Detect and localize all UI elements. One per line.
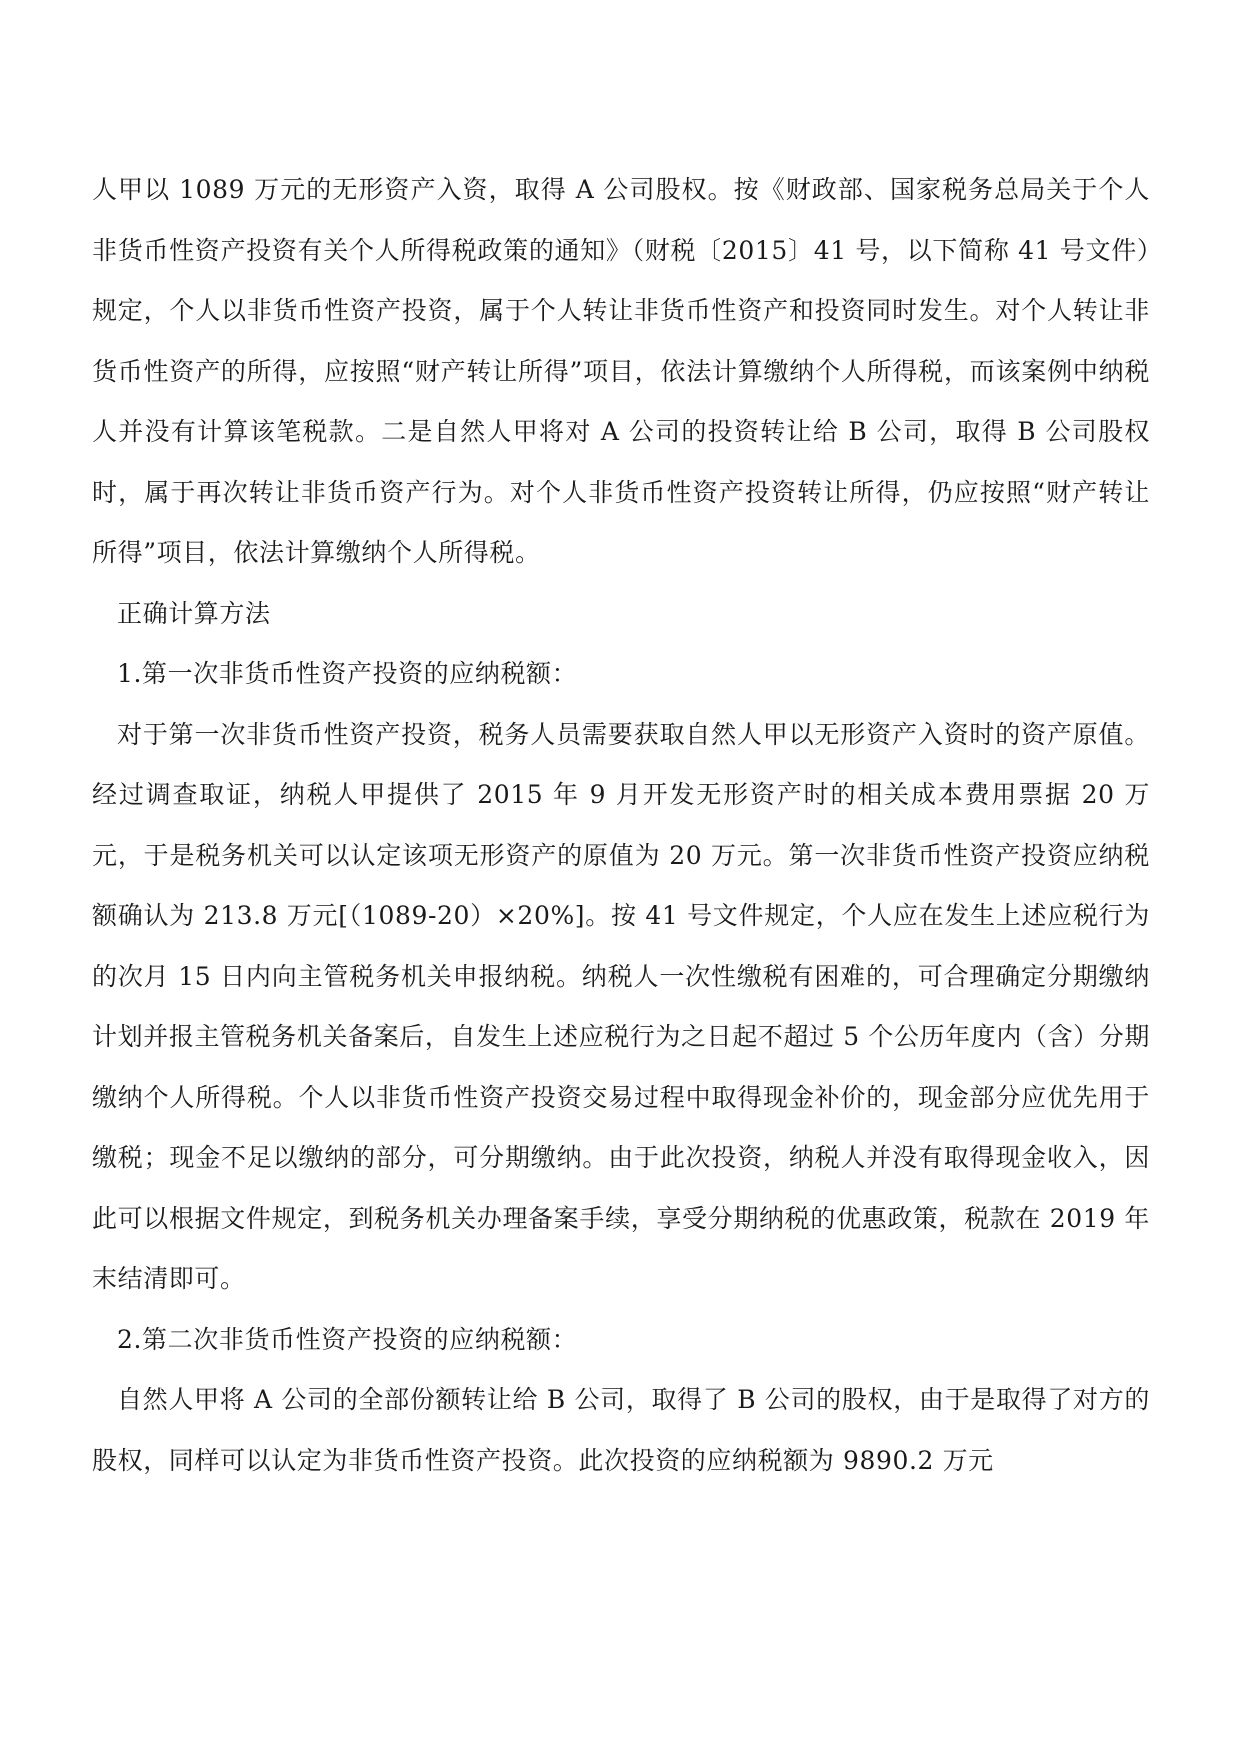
paragraph-case-analysis: 人甲以 1089 万元的无形资产入资，取得 A 公司股权。按《财政部、国家税务总局关于个人非货币性资产投资有关个人所得税政策的通知》（财税〔2015〕41 号，以下简称 41 号文件）规定，个人以非货币性资产投资，属于个人转让非货币性资产和投资同时发生。对个人转让非货币性资产的所得，应按照“财产转让所得”项目，依法计算缴纳个人所得税，而该案例中纳税人并没有计算该笔税款。二是自然人甲将对 A 公司的投资转让给 B 公司，取得 B 公司股权时，属于再次转让非货币资产行为。对个人非货币性资产投资转让所得，仍应按照“财产转让所得”项目，依法计算缴纳个人所得税。	[92, 175, 1150, 567]
subheading-first-investment-tax: 1.第一次非货币性资产投资的应纳税额：	[117, 659, 578, 688]
paragraph-second-investment: 自然人甲将 A 公司的全部份额转让给 B 公司，取得了 B 公司的股权，由于是取得了对方的股权，同样可以认定为非货币性资产投资。此次投资的应纳税额为 9890.2 万元	[92, 1385, 1150, 1475]
section-heading-correct-method: 正确计算方法	[117, 598, 271, 628]
paragraph-first-investment: 对于第一次非货币性资产投资，税务人员需要获取自然人甲以无形资产入资时的资产原值。经过调查取证，纳税人甲提供了 2015 年 9 月开发无形资产时的相关成本费用票据 20 万元，于是税务机关可以认定该项无形资产的原值为 20 万元。第一次非货币性资产投资应纳税额确认为 213.8 万元[（1089-20）×20%]。按 41 号文件规定，个人应在发生上述应税行为的次月 15 日内向主管税务机关申报纳税。纳税人一次性缴税有困难的，可合理确定分期缴纳计划并报主管税务机关备案后，自发生上述应税行为之日起不超过 5 个公历年度内（含）分期缴纳个人所得税。个人以非货币性资产投资交易过程中取得现金补价的，现金部分应优先用于缴税；现金不足以缴纳的部分，可分期缴纳。由于此次投资，纳税人并没有取得现金收入，因此可以根据文件规定，到税务机关办理备案手续，享受分期纳税的优惠政策，税款在 2019 年末结清即可。	[92, 719, 1150, 1293]
document-body	[92, 160, 1150, 1491]
subheading-second-investment-tax: 2.第二次非货币性资产投资的应纳税额：	[117, 1324, 578, 1354]
